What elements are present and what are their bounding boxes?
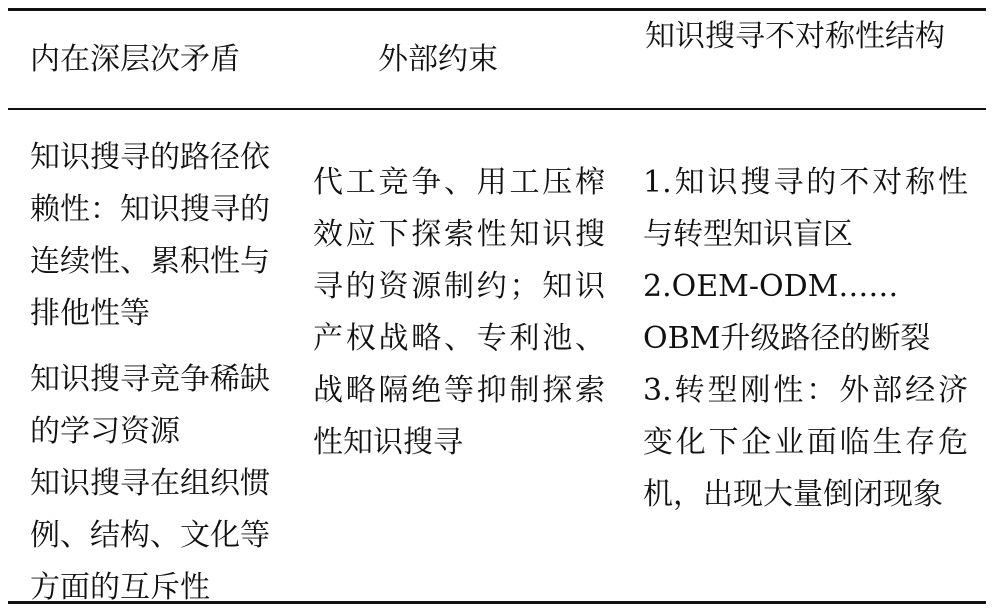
header-internal-contradictions: 内在深层次矛盾	[30, 42, 240, 77]
asymmetric-structure-item-2: 2.OEM-ODM……OBM升级路径的断裂	[643, 269, 931, 356]
table-header-rule	[8, 108, 986, 110]
internal-contradiction-path-dependence: 知识搜寻的路径依赖性：知识搜寻的连续性、累积性与排他性等	[30, 140, 270, 331]
header-asymmetric-structure: 知识搜寻不对称性结构	[645, 19, 945, 54]
internal-contradiction-group	[30, 354, 270, 614]
internal-contradiction-scarce-resources: 知识搜寻竞争稀缺的学习资源	[30, 362, 270, 449]
asymmetric-structure-item-3: 3.转型刚性：外部经济变化下企业面临生存危机，出现大量倒闭现象	[643, 373, 968, 512]
external-constraints-text: 代工竞争、用工压榨效应下探索性知识搜寻的资源制约；知识产权战略、专利池、战略隔绝等抑制探索性知识搜寻	[313, 165, 605, 460]
internal-contradiction-mutual-exclusion: 知识搜寻在组织惯例、结构、文化等方面的互斥性	[30, 466, 270, 605]
asymmetric-structure-item-1: 1.知识搜寻的不对称性与转型知识盲区	[643, 165, 968, 252]
header-external-constraints: 外部约束	[378, 42, 498, 77]
asymmetric-structure-list	[643, 157, 968, 521]
table-top-rule	[8, 8, 986, 11]
